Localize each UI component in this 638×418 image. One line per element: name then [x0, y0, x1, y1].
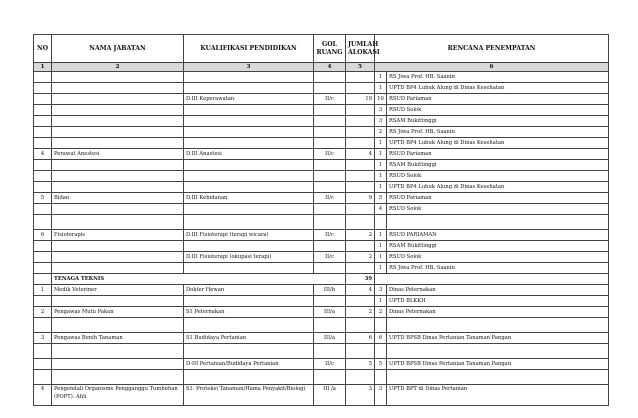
table-row: [34, 171, 609, 182]
cell-kualifikasi: S1 Peternakan: [184, 307, 314, 318]
cell-no: [34, 296, 52, 307]
cell-jabatan: [52, 83, 184, 94]
cell-jumlah: [346, 72, 375, 83]
cell-kualifikasi: D.III Anastesi: [184, 149, 314, 160]
cell-no: [34, 252, 52, 263]
cell-gol: [314, 241, 346, 252]
cell-kualifikasi: D-III Pertanian/Budidaya Pertanian: [184, 359, 314, 370]
cell-qty: 1: [375, 230, 387, 241]
cell-qty: 6: [375, 333, 387, 344]
table-row: [34, 182, 609, 193]
cell-no: [34, 370, 52, 385]
header-row: [34, 35, 609, 63]
section-label: TENAGA TEKNIS: [52, 274, 346, 285]
cell-lokasi: RS Jiwa Prof. HB. Saanin: [387, 72, 609, 83]
cell-kualifikasi: D.III Kebidanan: [184, 193, 314, 204]
cell-qty: 3: [375, 385, 387, 406]
cell-qty: 1: [375, 138, 387, 149]
table-row: [34, 230, 609, 241]
cell-gol: [314, 72, 346, 83]
cell-jabatan: [52, 182, 184, 193]
cell-kualifikasi: [184, 171, 314, 182]
table-row: [34, 359, 609, 370]
cell-qty: 5: [375, 193, 387, 204]
cell-lokasi: RSUD Solok: [387, 171, 609, 182]
cell-jumlah: [346, 171, 375, 182]
table-row: [34, 160, 609, 171]
cell-jabatan: Medik Veteriner: [52, 285, 184, 296]
cell-kualifikasi: [184, 105, 314, 116]
cell-lokasi: RSAM Bukittinggi: [387, 160, 609, 171]
cell-no: [34, 138, 52, 149]
table-row: [34, 333, 609, 344]
cell-gol: [314, 263, 346, 274]
cell-no: 6: [34, 230, 52, 241]
cell-qty: [375, 344, 387, 359]
table-row: [34, 138, 609, 149]
cell-gol: III/a: [314, 333, 346, 344]
cell-qty: 2: [375, 307, 387, 318]
table-row: [34, 370, 609, 385]
cell-kualifikasi: S1. Proteksi Tanaman/Hama Penyakit/Biologi: [184, 385, 314, 406]
placement-table: [33, 34, 609, 406]
cell-jabatan: [52, 105, 184, 116]
cell-no: [34, 72, 52, 83]
cell-qty: 4: [375, 204, 387, 215]
cell-gol: III /a: [314, 385, 346, 406]
cell-jabatan: [52, 241, 184, 252]
table-row: [34, 307, 609, 318]
cell-jabatan: [52, 344, 184, 359]
cell-kualifikasi: D.III Fisioterapi (okupasi terapi): [184, 252, 314, 263]
last-body: [34, 385, 609, 406]
cell-jumlah: 5: [346, 359, 375, 370]
cell-gol: [314, 215, 346, 230]
cell-no: 1: [34, 285, 52, 296]
cell-lokasi: UPTD BP4 Lubuk Alung di Dinas Kesehatan: [387, 83, 609, 94]
cell-qty: 1: [375, 83, 387, 94]
cell-qty: 3: [375, 105, 387, 116]
cell-qty: 1: [375, 182, 387, 193]
cell-lokasi: UPTD BP4 Lubuk Alung di Dinas Kesehatan: [387, 138, 609, 149]
cell-kualifikasi: D.III Keperawatan: [184, 94, 314, 105]
cell-jabatan: [52, 72, 184, 83]
cell-jumlah: [346, 204, 375, 215]
cell-no: [34, 215, 52, 230]
cell-lokasi: RSUD PARIAMAN: [387, 230, 609, 241]
table-row: [34, 193, 609, 204]
cell-lokasi: RS Jiwa Prof. HB. Saanin: [387, 127, 609, 138]
cell-kualifikasi: [184, 296, 314, 307]
cell-kualifikasi: [184, 370, 314, 385]
cell-gol: II/c: [314, 230, 346, 241]
cell-qty: 5: [375, 359, 387, 370]
cell-jabatan: Perawat Anestesi: [52, 149, 184, 160]
cell-qty: 3: [375, 116, 387, 127]
cell-lokasi: UPTD BPSB Dinas Pertanian Tanaman Pangan: [387, 333, 609, 344]
cell-no: [34, 105, 52, 116]
cell-jumlah: 2: [346, 252, 375, 263]
cell-lokasi: Dinas Peternakan: [387, 285, 609, 296]
cell-lokasi: RSAM Bukittinggi: [387, 241, 609, 252]
cell-no: [34, 241, 52, 252]
table-row: [34, 204, 609, 215]
cell-no: [34, 83, 52, 94]
cell-qty: 1: [375, 72, 387, 83]
cell-lokasi: RSUD Pariaman: [387, 193, 609, 204]
cell-jabatan: [52, 204, 184, 215]
cell-no: 2: [34, 307, 52, 318]
cell-lokasi: UPTD BP4 Lubuk Alung di Dinas Kesehatan: [387, 182, 609, 193]
col-num: 6: [375, 63, 609, 72]
cell-gol: [314, 344, 346, 359]
table-row: [34, 215, 609, 230]
cell-lokasi: UPTD BLKKH: [387, 296, 609, 307]
table-row: [34, 385, 609, 406]
cell-jabatan: [52, 318, 184, 333]
cell-jumlah: [346, 263, 375, 274]
col-num: 4: [314, 63, 346, 72]
cell-kualifikasi: [184, 83, 314, 94]
cell-qty: 1: [375, 171, 387, 182]
cell-kualifikasi: Dokter Hewan: [184, 285, 314, 296]
cell-no: [34, 182, 52, 193]
cell-jumlah: 2: [346, 230, 375, 241]
cell-lokasi: RSUD Solok: [387, 204, 609, 215]
cell-gol: II/c: [314, 193, 346, 204]
cell-gol: [314, 318, 346, 333]
cell-jumlah: [346, 105, 375, 116]
table-body-health: [34, 72, 609, 274]
cell-lokasi: Dinas Peternakan: [387, 307, 609, 318]
cell-kualifikasi: [184, 204, 314, 215]
cell-jabatan: [52, 171, 184, 182]
cell-no: 3: [34, 333, 52, 344]
col-num: 3: [184, 63, 314, 72]
cell-jumlah: [346, 241, 375, 252]
cell-kualifikasi: D.III Fisioterapi (terapi wicara): [184, 230, 314, 241]
cell-jabatan: Pengendali Organisme Pengganggu Tumbuhan (POPT). Ahli: [52, 385, 184, 406]
cell-jumlah: [346, 215, 375, 230]
cell-qty: 2: [375, 127, 387, 138]
cell-kualifikasi: [184, 160, 314, 171]
cell-gol: [314, 171, 346, 182]
table-row: [34, 83, 609, 94]
cell-jumlah: 19: [346, 94, 375, 105]
cell-jumlah: 6: [346, 333, 375, 344]
cell-gol: III/b: [314, 285, 346, 296]
cell-jabatan: [52, 252, 184, 263]
cell-qty: 1: [375, 241, 387, 252]
table-row: [34, 127, 609, 138]
cell-jabatan: Fisioterapis: [52, 230, 184, 241]
cell-kualifikasi: [184, 318, 314, 333]
cell-lokasi: RSUD Pariaman: [387, 149, 609, 160]
table-row: [34, 263, 609, 274]
cell-jumlah: [346, 344, 375, 359]
cell-lokasi: [387, 344, 609, 359]
cell-no: [34, 116, 52, 127]
section-total: 39: [346, 274, 375, 285]
cell-no: [34, 263, 52, 274]
table-row: [34, 94, 609, 105]
cell-jabatan: Pengawas Mutu Pakan: [52, 307, 184, 318]
cell-jumlah: 4: [346, 149, 375, 160]
cell-kualifikasi: [184, 127, 314, 138]
cell-no: [34, 171, 52, 182]
cell-no: 4: [34, 149, 52, 160]
cell-lokasi: RS Jiwa Prof. HB. Saanin: [387, 263, 609, 274]
table-row: [34, 116, 609, 127]
cell-qty: [375, 318, 387, 333]
column-number-row: [34, 63, 609, 72]
cell-no: [34, 204, 52, 215]
cell-jabatan: [52, 370, 184, 385]
col-num: 5: [346, 63, 375, 72]
table-row: [34, 105, 609, 116]
cell-no: [34, 318, 52, 333]
cell-gol: [314, 83, 346, 94]
table-body-technical: [34, 285, 609, 385]
cell-jabatan: [52, 263, 184, 274]
cell-lokasi: [387, 215, 609, 230]
cell-jumlah: [346, 318, 375, 333]
cell-gol: II/c: [314, 149, 346, 160]
cell-no: [34, 127, 52, 138]
cell-gol: [314, 182, 346, 193]
cell-jumlah: [346, 83, 375, 94]
cell-gol: II/c: [314, 252, 346, 263]
cell-gol: [314, 138, 346, 149]
header-kualifikasi: KUALIFIKASI PENDIDIKAN: [184, 35, 314, 63]
cell-kualifikasi: [184, 263, 314, 274]
cell-gol: [314, 116, 346, 127]
cell-gol: [314, 127, 346, 138]
cell-gol: [314, 160, 346, 171]
cell-kualifikasi: [184, 344, 314, 359]
table-row: [34, 72, 609, 83]
table-row: [34, 285, 609, 296]
cell-jabatan: [52, 215, 184, 230]
table-row: [34, 149, 609, 160]
table-row: [34, 344, 609, 359]
cell-jumlah: 2: [346, 307, 375, 318]
cell-gol: [314, 204, 346, 215]
cell-kualifikasi: [184, 72, 314, 83]
table-row: [34, 241, 609, 252]
cell-jabatan: [52, 160, 184, 171]
cell-no: [34, 160, 52, 171]
cell-qty: [375, 215, 387, 230]
cell-jabatan: Bidan: [52, 193, 184, 204]
cell-kualifikasi: [184, 182, 314, 193]
cell-lokasi: RSUD Pariaman: [387, 94, 609, 105]
cell-kualifikasi: [184, 241, 314, 252]
cell-qty: 1: [375, 149, 387, 160]
document-page: [33, 34, 608, 406]
table-row: [34, 318, 609, 333]
cell-gol: III/a: [314, 307, 346, 318]
cell-qty: 10: [375, 94, 387, 105]
col-num: 1: [34, 63, 52, 72]
cell-no: [34, 94, 52, 105]
cell-jumlah: 3: [346, 385, 375, 406]
cell-lokasi: UPTD BPT di Dinas Pertanian: [387, 385, 609, 406]
cell-lokasi: RSUD Solok: [387, 105, 609, 116]
cell-jumlah: [346, 138, 375, 149]
cell-gol: II/c: [314, 94, 346, 105]
header-no: NO: [34, 35, 52, 63]
cell-qty: [375, 370, 387, 385]
cell-kualifikasi: [184, 116, 314, 127]
section-body: [34, 274, 609, 285]
table-row: [34, 296, 609, 307]
cell-gol: [314, 105, 346, 116]
cell-jabatan: [52, 296, 184, 307]
cell-kualifikasi: [184, 215, 314, 230]
col-num: 2: [52, 63, 184, 72]
cell-jumlah: 9: [346, 193, 375, 204]
cell-jumlah: [346, 160, 375, 171]
header-jumlah: JUMLAH ALOKASI: [346, 35, 375, 63]
cell-jabatan: Pengawas Benih Tanaman: [52, 333, 184, 344]
cell-qty: 1: [375, 296, 387, 307]
cell-gol: [314, 370, 346, 385]
header-gol: GOL RUANG: [314, 35, 346, 63]
cell-no: [34, 359, 52, 370]
header-rencana: RENCANA PENEMPATAN: [375, 35, 609, 63]
cell-lokasi: [387, 370, 609, 385]
cell-jumlah: [346, 370, 375, 385]
cell-jumlah: [346, 127, 375, 138]
cell-jumlah: [346, 182, 375, 193]
cell-kualifikasi: [184, 138, 314, 149]
cell-qty: 1: [375, 252, 387, 263]
cell-lokasi: RSAM Bukittinggi: [387, 116, 609, 127]
cell-jumlah: 4: [346, 285, 375, 296]
cell-jabatan: [52, 116, 184, 127]
cell-lokasi: RSUD Solok: [387, 252, 609, 263]
cell-gol: [314, 296, 346, 307]
cell-kualifikasi: S1 Budidaya Pertanian: [184, 333, 314, 344]
cell-lokasi: [387, 318, 609, 333]
cell-qty: 1: [375, 160, 387, 171]
cell-qty: 1: [375, 263, 387, 274]
header-jabatan: NAMA JABATAN: [52, 35, 184, 63]
cell-no: 5: [34, 193, 52, 204]
cell-jabatan: [52, 359, 184, 370]
cell-no: 4: [34, 385, 52, 406]
cell-jabatan: [52, 138, 184, 149]
cell-jumlah: [346, 296, 375, 307]
table-row: [34, 252, 609, 263]
cell-no: [34, 344, 52, 359]
cell-lokasi: UPTD BPSB Dinas Pertanian Tanaman Pangan: [387, 359, 609, 370]
cell-gol: II/c: [314, 359, 346, 370]
cell-jabatan: [52, 94, 184, 105]
cell-qty: 3: [375, 285, 387, 296]
cell-jumlah: [346, 116, 375, 127]
cell-jabatan: [52, 127, 184, 138]
section-row: [34, 274, 609, 285]
